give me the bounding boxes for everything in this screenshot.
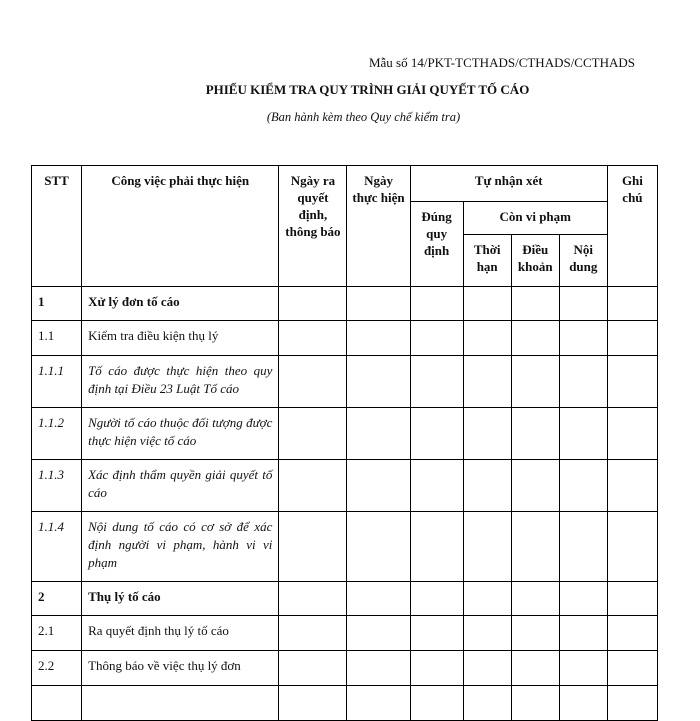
row-task: Thông báo về việc thụ lý đơn: [82, 651, 279, 686]
header-execution-date: Ngày thực hiện: [347, 166, 410, 287]
row-stt: 1.1.2: [32, 408, 82, 460]
row-task: Ra quyết định thụ lý tố cáo: [82, 616, 279, 651]
table-row: [32, 321, 658, 356]
table-row: [32, 651, 658, 686]
row-stt: 2.1: [32, 616, 82, 651]
header-decision-date: Ngày ra quyết định, thông báo: [279, 166, 347, 287]
row-stt: 1.1.3: [32, 460, 82, 512]
header-clause: Điều khoản: [511, 235, 559, 287]
row-stt: 1: [32, 287, 82, 321]
row-task: Xử lý đơn tố cáo: [82, 287, 279, 321]
header-self-review: Tự nhận xét: [410, 166, 607, 202]
header-compliant: Đúng quy định: [410, 202, 463, 287]
table-row: [32, 686, 658, 721]
table-row: [32, 408, 658, 460]
header-task: Công việc phải thực hiện: [82, 166, 279, 287]
document-title: PHIẾU KIỂM TRA QUY TRÌNH GIẢI QUYẾT TỐ CÁO: [205, 82, 530, 97]
row-task: Người tố cáo thuộc đối tượng được thực hiện việc tố cáo: [82, 408, 279, 460]
row-task: Thụ lý tố cáo: [82, 582, 279, 616]
header-stt: STT: [32, 166, 82, 287]
row-stt: 2: [32, 582, 82, 616]
table-row: [32, 512, 658, 582]
header-violations: Còn vi phạm: [463, 202, 607, 235]
row-task: Xác định thẩm quyền giải quyết tố cáo: [82, 460, 279, 512]
header-deadline: Thời hạn: [463, 235, 511, 287]
table-row: [32, 356, 658, 408]
row-stt: 1.1: [32, 321, 82, 356]
row-task: Nội dung tố cáo có cơ sở để xác định người vi phạm, hành vi vi phạm: [82, 512, 279, 582]
row-stt: 1.1.4: [32, 512, 82, 582]
checklist-table: [31, 165, 658, 721]
row-stt: 2.2: [32, 651, 82, 686]
table-row: [32, 460, 658, 512]
table-row: [32, 287, 658, 321]
table-row: [32, 582, 658, 616]
row-stt: 1.1.1: [32, 356, 82, 408]
row-task: Kiểm tra điều kiện thụ lý: [82, 321, 279, 356]
table-row: [32, 616, 658, 651]
document-subtitle: (Ban hành kèm theo Quy chế kiểm tra): [266, 110, 461, 124]
row-task: Tố cáo được thực hiện theo quy định tại Điều 23 Luật Tố cáo: [82, 356, 279, 408]
header-content: Nội dung: [559, 235, 607, 287]
form-code: Mẫu số 14/PKT-TCTHADS/CTHADS/CCTHADS: [368, 55, 635, 70]
header-note: Ghi chú: [607, 166, 657, 287]
